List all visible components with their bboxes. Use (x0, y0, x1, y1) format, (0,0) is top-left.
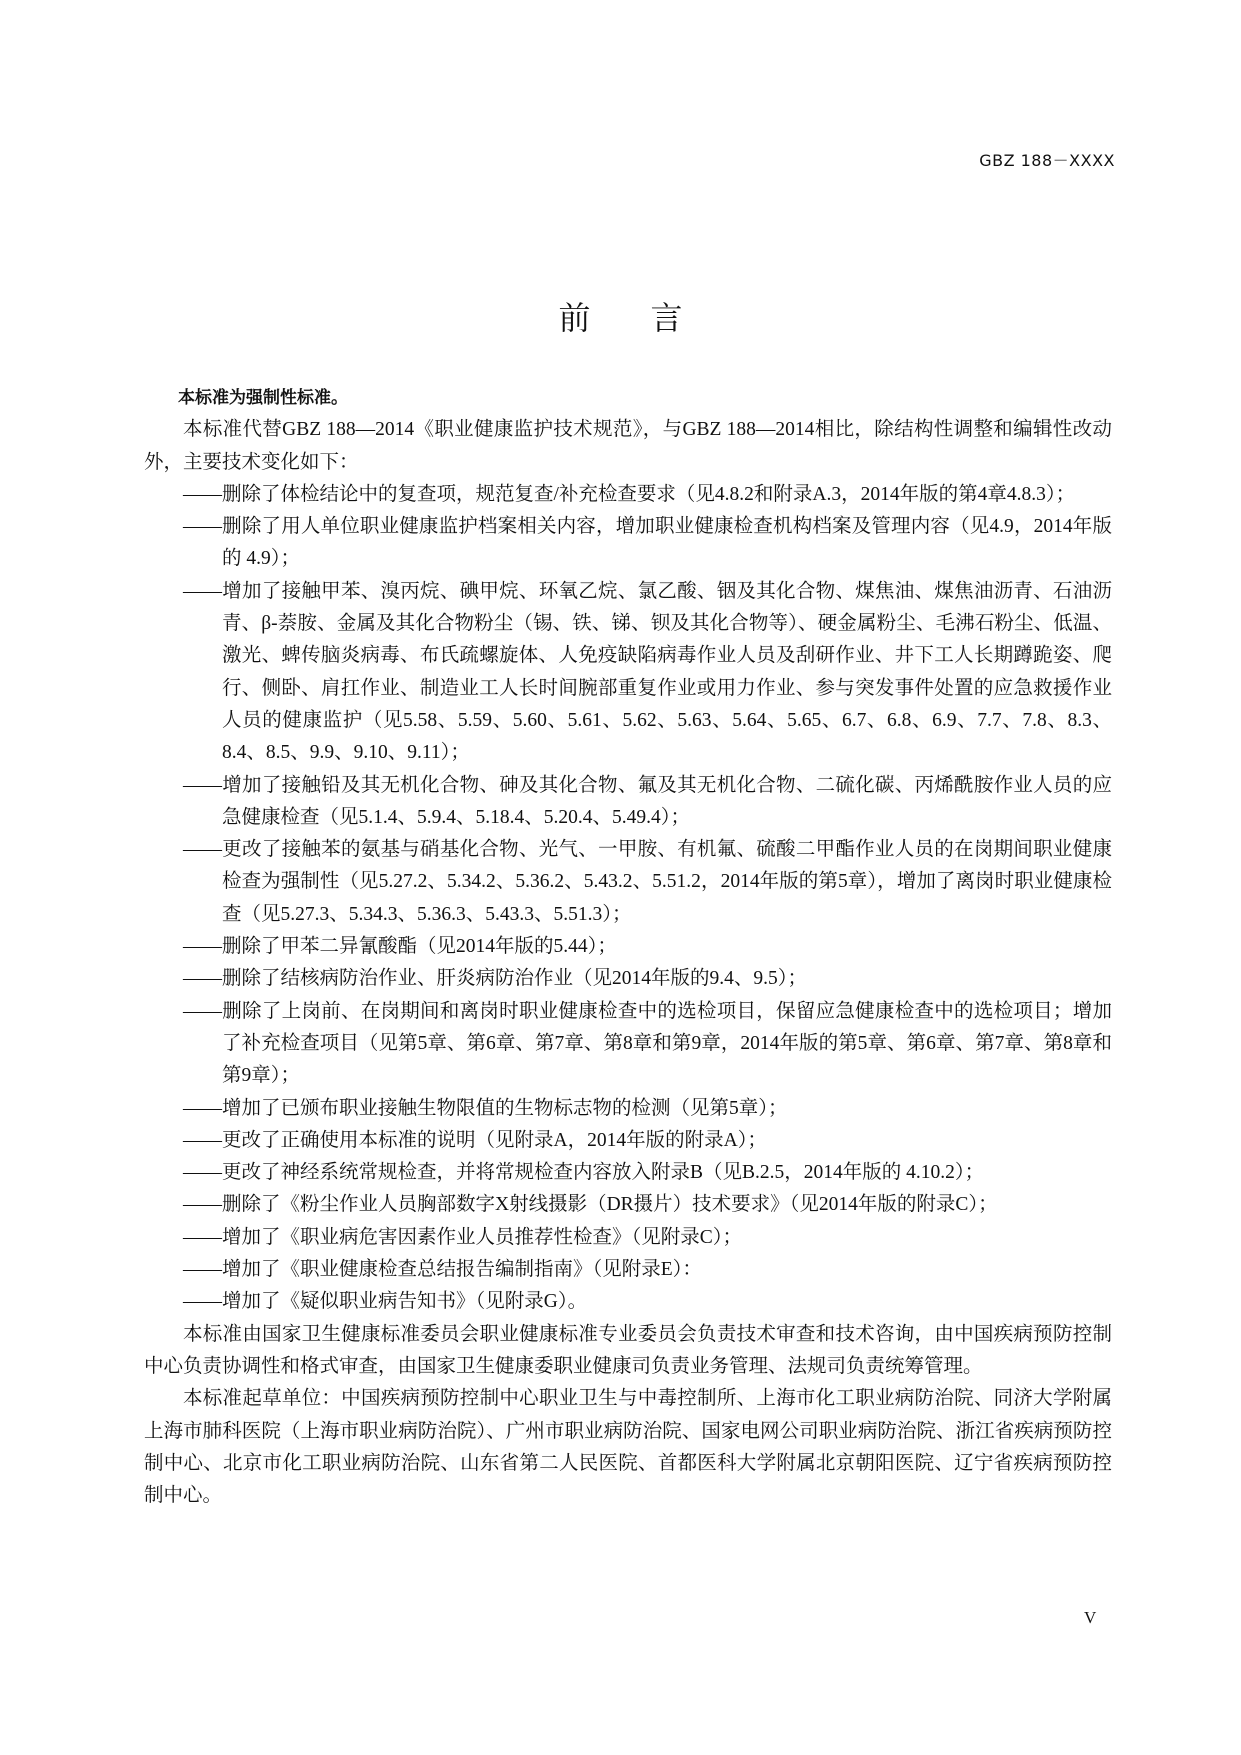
change-item: ——增加了《疑似职业病告知书》（见附录G）。 (183, 1291, 588, 1313)
foreword-body (144, 382, 1112, 1512)
change-item: ——删除了用人单位职业健康监护档案相关内容，增加职业健康检查机构档案及管理内容（见4.9，2014年版的 4.9）； (183, 516, 1112, 570)
page-number: V (1084, 1608, 1097, 1627)
change-item: ——增加了《职业健康检查总结报告编制指南》（见附录E）： (183, 1259, 702, 1281)
change-item: ——更改了神经系统常规检查，并将常规检查内容放入附录B（见B.2.5，2014年版的 4.10.2）； (183, 1162, 985, 1184)
change-item: ——增加了已颁布职业接触生物限值的生物标志物的检测（见第5章）； (183, 1097, 788, 1119)
replaces-statement: 本标准代替GBZ 188—2014《职业健康监护技术规范》，与GBZ 188—2014相比，除结构性调整和编辑性改动外，主要技术变化如下： (144, 419, 1112, 473)
responsibility-statement: 本标准由国家卫生健康标准委员会职业健康标准专业委员会负责技术审查和技术咨询，由中国疾病预防控制中心负责协调性和格式审查，由国家卫生健康委职业健康司负责业务管理、法规司负责统筹管理。 (144, 1323, 1112, 1377)
change-item: ——更改了接触苯的氨基与硝基化合物、光气、一甲胺、有机氟、硫酸二甲酯作业人员的在岗期间职业健康检查为强制性（见5.27.2、5.34.2、5.36.2、5.43.2、5.51.2，2014年版的第5章），增加了离岗时职业健康检查（见5.27.3、5.34.3、5.36.3、5.43.3、5.51.3）； (183, 839, 1112, 925)
change-item: ——删除了结核病防治作业、肝炎病防治作业（见2014年版的9.4、9.5）； (183, 968, 808, 990)
change-item: ——增加了《职业病危害因素作业人员推荐性检查》（见附录C）； (183, 1226, 743, 1248)
standard-code-header: GBZ 188－XXXX (979, 151, 1115, 170)
change-item: ——增加了接触铅及其无机化合物、砷及其化合物、氟及其无机化合物、二硫化碳、丙烯酰胺作业人员的应急健康检查（见5.1.4、5.9.4、5.18.4、5.20.4、5.49.4）； (183, 774, 1112, 828)
change-item: ——更改了正确使用本标准的说明（见附录A，2014年版的附录A）； (183, 1129, 767, 1151)
change-item: ——删除了上岗前、在岗期间和离岗时职业健康检查中的选检项目，保留应急健康检查中的选检项目；增加了补充检查项目（见第5章、第6章、第7章、第8章和第9章，2014年版的第5章、第6章、第7章、第8章和第9章）； (183, 1000, 1112, 1087)
change-item: ——删除了体检结论中的复查项，规范复查/补充检查要求（见4.8.2和附录A.3，2014年版的第4章4.8.3）； (183, 483, 1076, 505)
change-item: ——删除了《粉尘作业人员胸部数字X射线摄影（DR摄片）技术要求》（见2014年版的附录C）； (183, 1194, 998, 1216)
change-item: ——删除了甲苯二异氰酸酯（见2014年版的5.44）； (183, 936, 617, 958)
change-item: ——增加了接触甲苯、溴丙烷、碘甲烷、环氧乙烷、氯乙酸、铟及其化合物、煤焦油、煤焦油沥青、石油沥青、β-萘胺、金属及其化合物粉尘（锡、铁、锑、钡及其化合物等）、硬金属粉尘、毛沸石粉尘、低温、激光、蜱传脑炎病毒、布氏疏螺旋体、人免疫缺陷病毒作业人员及刮研作业、井下工人长期蹲跪姿、爬行、侧卧、肩扛作业、制造业工人长时间腕部重复作业或用力作业、参与突发事件处置的应急救援作业人员的健康监护（见5.58、5.59、5.60、5.61、5.62、5.63、5.64、5.65、6.7、6.8、6.9、7.7、7.8、8.3、8.4、8.5、9.9、9.10、9.11）； (183, 580, 1112, 764)
page-title (0, 293, 1241, 339)
title-char-2: 言 (650, 299, 683, 338)
changes-list (144, 479, 1112, 1319)
drafting-units: 本标准起草单位：中国疾病预防控制中心职业卫生与中毒控制所、上海市化工职业病防治院、同济大学附属上海市肺科医院（上海市职业病防治院）、广州市职业病防治院、国家电网公司职业病防治院、浙江省疾病预防控制中心、北京市化工职业病防治院、山东省第二人民医院、首都医科大学附属北京朝阳医院、辽宁省疾病预防控制中心。 (144, 1388, 1112, 1507)
mandatory-statement: 本标准为强制性标准。 (178, 388, 348, 408)
title-char-1: 前 (558, 299, 591, 338)
